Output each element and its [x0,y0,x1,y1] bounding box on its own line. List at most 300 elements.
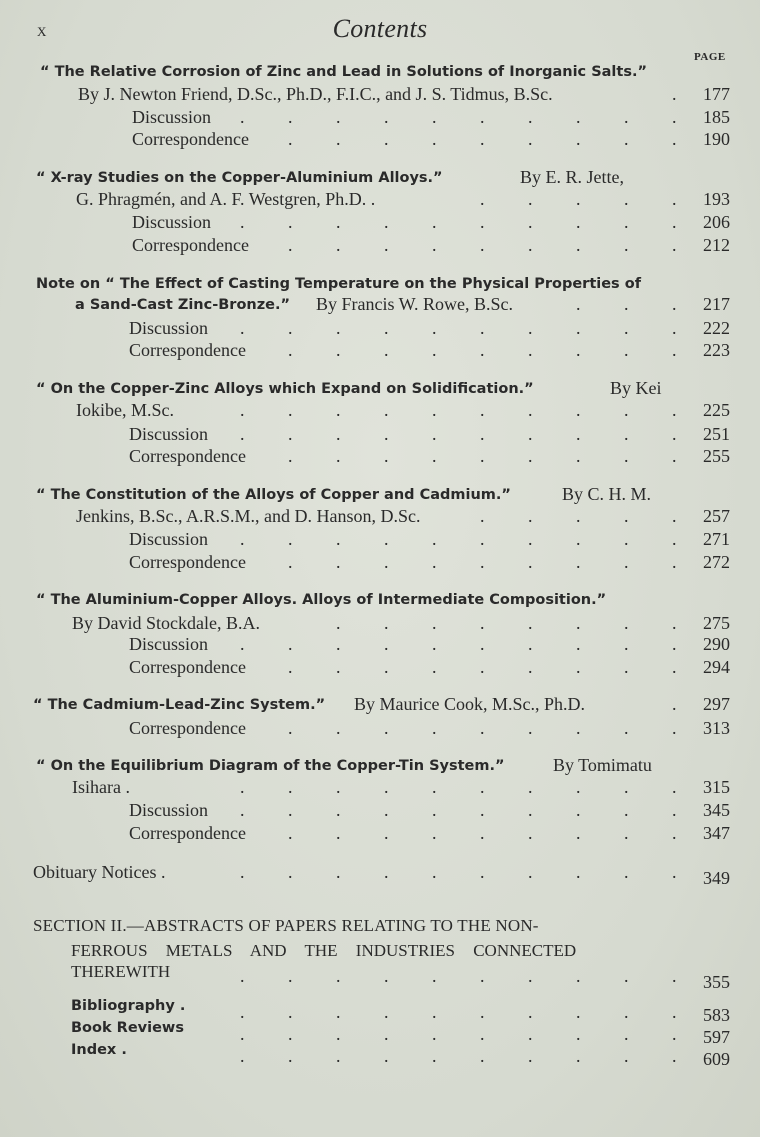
page-number: 185 [703,107,730,127]
page-number: 222 [703,318,730,338]
dot-leader: . [624,657,629,677]
dot-leader: . [672,823,677,843]
dot-leader: . [624,718,629,738]
dot-leader: . [672,340,677,360]
dot-leader: . [624,400,629,420]
dot-leader: . [432,634,437,654]
sub-entry-label: Discussion [129,800,209,820]
sub-entry-label: Correspondence [129,552,246,572]
sub-entry-label: Correspondence [129,446,246,466]
dot-leader: . [672,107,677,127]
section-heading: FERROUS METALS AND THE INDUSTRIES CONNECTED [71,941,577,960]
dot-leader: . [480,212,485,232]
dot-leader: . [576,718,581,738]
dot-leader: . [288,862,293,882]
dot-leader: . [384,1002,389,1022]
dot-leader: . [624,613,629,633]
dot-leader: . [528,506,533,526]
dot-leader: . [480,718,485,738]
sub-entry-label: Correspondence [132,129,249,149]
dot-leader: . [624,1024,629,1044]
dot-leader: . [576,823,581,843]
dot-leader: . [480,777,485,797]
dot-leader: . [672,129,677,149]
dot-leader: . [672,318,677,338]
dot-leader: . [288,777,293,797]
entry-byline: Iokibe, M.Sc. [76,400,174,420]
dot-leader: . [672,1024,677,1044]
back-matter-label: Bibliography . [71,998,186,1014]
dot-leader: . [624,129,629,149]
entry-title: “ The Aluminium-Copper Alloys. Alloys of Intermediate Composition.” [36,592,607,608]
dot-leader: . [528,424,533,444]
dot-leader: . [384,235,389,255]
page-folio: x [37,20,47,41]
dot-leader: . [336,235,341,255]
page-number: 251 [703,424,730,444]
dot-leader: . [672,84,677,104]
dot-leader: . [240,107,245,127]
dot-leader: . [528,189,533,209]
dot-leader: . [432,212,437,232]
dot-leader: . [672,800,677,820]
dot-leader: . [336,400,341,420]
dot-leader: . [480,1046,485,1066]
entry-title: “ The Constitution of the Alloys of Copper and Cadmium.” [36,487,511,503]
sub-entry-label: Discussion [129,634,209,654]
dot-leader: . [384,424,389,444]
dot-leader: . [432,613,437,633]
dot-leader: . [528,966,533,986]
dot-leader: . [288,107,293,127]
dot-leader: . [528,107,533,127]
dot-leader: . [528,400,533,420]
dot-leader: . [432,966,437,986]
dot-leader: . [240,529,245,549]
dot-leader: . [672,634,677,654]
dot-leader: . [672,777,677,797]
entry-byline: Isihara . [72,777,130,797]
back-matter-label: Index . [71,1042,127,1058]
dot-leader: . [480,613,485,633]
entry-byline: By J. Newton Friend, D.Sc., Ph.D., F.I.C., and J. S. Tidmus, B.Sc. [78,84,553,104]
dot-leader: . [480,129,485,149]
dot-leader: . [672,294,677,314]
dot-leader: . [576,129,581,149]
dot-leader: . [288,212,293,232]
dot-leader: . [528,823,533,843]
dot-leader: . [336,129,341,149]
dot-leader: . [336,1024,341,1044]
dot-leader: . [624,294,629,314]
dot-leader: . [528,800,533,820]
dot-leader: . [528,613,533,633]
dot-leader: . [480,235,485,255]
dot-leader: . [576,400,581,420]
sub-entry-label: Correspondence [132,235,249,255]
dot-leader: . [288,1002,293,1022]
dot-leader: . [576,613,581,633]
dot-leader: . [288,823,293,843]
dot-leader: . [384,777,389,797]
dot-leader: . [624,777,629,797]
dot-leader: . [528,318,533,338]
dot-leader: . [432,552,437,572]
dot-leader: . [432,529,437,549]
dot-leader: . [672,718,677,738]
page-number: 313 [703,718,730,738]
dot-leader: . [480,506,485,526]
page-number: 257 [703,506,730,526]
dot-leader: . [336,424,341,444]
dot-leader: . [576,1002,581,1022]
page-number: 583 [703,1005,730,1025]
dot-leader: . [432,107,437,127]
dot-leader: . [336,800,341,820]
page-number: 206 [703,212,730,232]
dot-leader: . [384,212,389,232]
entry-title: a Sand-Cast Zinc-Bronze.” [75,297,291,313]
dot-leader: . [432,424,437,444]
dot-leader: . [672,424,677,444]
dot-leader: . [432,1024,437,1044]
entry-title: “ On the Equilibrium Diagram of the Copper-Tin System.” [36,758,505,774]
dot-leader: . [384,657,389,677]
dot-leader: . [288,634,293,654]
dot-leader: . [480,800,485,820]
dot-leader: . [576,800,581,820]
dot-leader: . [384,966,389,986]
dot-leader: . [528,1046,533,1066]
dot-leader: . [336,862,341,882]
dot-leader: . [672,657,677,677]
dot-leader: . [576,634,581,654]
dot-leader: . [624,529,629,549]
dot-leader: . [384,1046,389,1066]
dot-leader: . [432,235,437,255]
sub-entry-label: Correspondence [129,657,246,677]
sub-entry-label: Discussion [132,107,212,127]
page-number: 193 [703,189,730,209]
dot-leader: . [528,862,533,882]
dot-leader: . [624,966,629,986]
dot-leader: . [384,613,389,633]
dot-leader: . [624,212,629,232]
dot-leader: . [240,862,245,882]
dot-leader: . [336,340,341,360]
dot-leader: . [624,823,629,843]
dot-leader: . [288,400,293,420]
page-number: 217 [703,294,730,314]
dot-leader: . [624,424,629,444]
dot-leader: . [432,1002,437,1022]
dot-leader: . [528,552,533,572]
dot-leader: . [480,318,485,338]
dot-leader: . [480,529,485,549]
dot-leader: . [288,800,293,820]
dot-leader: . [240,1024,245,1044]
dot-leader: . [336,1046,341,1066]
entry-byline: By Maurice Cook, M.Sc., Ph.D. [354,694,585,714]
dot-leader: . [480,657,485,677]
dot-leader: . [288,235,293,255]
dot-leader: . [240,966,245,986]
dot-leader: . [288,1024,293,1044]
dot-leader: . [672,1046,677,1066]
dot-leader: . [672,1002,677,1022]
page-number: 225 [703,400,730,420]
dot-leader: . [288,966,293,986]
page-number: 347 [703,823,730,843]
dot-leader: . [480,1002,485,1022]
dot-leader: . [576,446,581,466]
page-number: 597 [703,1027,730,1047]
dot-leader: . [576,862,581,882]
entry-byline: G. Phragmén, and A. F. Westgren, Ph.D. . [76,189,376,209]
sub-entry-label: Correspondence [129,823,246,843]
page-number: 177 [703,84,730,104]
dot-leader: . [432,777,437,797]
dot-leader: . [288,657,293,677]
dot-leader: . [384,823,389,843]
page-number: 212 [703,235,730,255]
dot-leader: . [432,340,437,360]
dot-leader: . [528,777,533,797]
page-number: 349 [703,868,730,888]
entry-byline: By David Stockdale, B.A. [72,613,260,633]
dot-leader: . [528,446,533,466]
dot-leader: . [672,694,677,714]
dot-leader: . [480,340,485,360]
dot-leader: . [624,552,629,572]
dot-leader: . [480,634,485,654]
dot-leader: . [528,129,533,149]
dot-leader: . [288,552,293,572]
dot-leader: . [576,294,581,314]
dot-leader: . [240,800,245,820]
dot-leader: . [480,107,485,127]
dot-leader: . [528,529,533,549]
dot-leader: . [672,862,677,882]
dot-leader: . [336,823,341,843]
dot-leader: . [480,823,485,843]
dot-leader: . [240,777,245,797]
dot-leader: . [336,634,341,654]
page-title: Contents [332,14,428,43]
dot-leader: . [336,212,341,232]
sub-entry-label: Correspondence [129,340,246,360]
dot-leader: . [576,212,581,232]
dot-leader: . [384,129,389,149]
dot-leader: . [432,1046,437,1066]
dot-leader: . [288,446,293,466]
dot-leader: . [672,189,677,209]
dot-leader: . [336,529,341,549]
dot-leader: . [336,966,341,986]
dot-leader: . [240,634,245,654]
dot-leader: . [384,318,389,338]
dot-leader: . [672,613,677,633]
sub-entry-label: Discussion [129,318,209,338]
dot-leader: . [672,552,677,572]
dot-leader: . [480,1024,485,1044]
dot-leader: . [336,613,341,633]
dot-leader: . [624,1046,629,1066]
page-number: 355 [703,972,730,992]
page-number: 255 [703,446,730,466]
page-number: 223 [703,340,730,360]
page-number: 272 [703,552,730,572]
page-number: 271 [703,529,730,549]
section-heading: THEREWITH [71,962,171,981]
dot-leader: . [672,446,677,466]
dot-leader: . [432,446,437,466]
obituary-label: Obituary Notices . [33,862,166,882]
dot-leader: . [240,318,245,338]
dot-leader: . [576,189,581,209]
dot-leader: . [432,129,437,149]
dot-leader: . [240,424,245,444]
dot-leader: . [432,862,437,882]
dot-leader: . [576,506,581,526]
dot-leader: . [672,400,677,420]
dot-leader: . [288,529,293,549]
page-number: 609 [703,1049,730,1069]
dot-leader: . [528,1002,533,1022]
dot-leader: . [336,657,341,677]
dot-leader: . [672,966,677,986]
dot-leader: . [240,212,245,232]
dot-leader: . [288,1046,293,1066]
entry-byline: By E. R. Jette, [520,167,624,187]
dot-leader: . [432,823,437,843]
dot-leader: . [624,235,629,255]
dot-leader: . [576,552,581,572]
dot-leader: . [336,777,341,797]
dot-leader: . [384,340,389,360]
dot-leader: . [336,552,341,572]
dot-leader: . [240,1002,245,1022]
dot-leader: . [480,552,485,572]
dot-leader: . [336,718,341,738]
dot-leader: . [624,800,629,820]
dot-leader: . [288,129,293,149]
dot-leader: . [624,189,629,209]
dot-leader: . [624,862,629,882]
dot-leader: . [576,424,581,444]
dot-leader: . [576,529,581,549]
page-number: 290 [703,634,730,654]
dot-leader: . [336,446,341,466]
dot-leader: . [624,506,629,526]
entry-byline: By C. H. M. [562,484,652,504]
dot-leader: . [384,446,389,466]
back-matter-label: Book Reviews [71,1020,184,1036]
dot-leader: . [288,718,293,738]
dot-leader: . [384,862,389,882]
entry-title: “ X-ray Studies on the Copper-Aluminium Alloys.” [36,170,443,186]
page-column-label: PAGE [694,51,726,63]
dot-leader: . [288,318,293,338]
dot-leader: . [384,107,389,127]
sub-entry-label: Correspondence [129,718,246,738]
dot-leader: . [336,107,341,127]
sub-entry-label: Discussion [132,212,212,232]
entry-byline: By Tomimatu [553,755,652,775]
dot-leader: . [624,318,629,338]
entry-title: “ The Cadmium-Lead-Zinc System.” [33,697,326,713]
dot-leader: . [480,966,485,986]
dot-leader: . [240,400,245,420]
dot-leader: . [624,446,629,466]
dot-leader: . [480,424,485,444]
dot-leader: . [528,235,533,255]
dot-leader: . [576,107,581,127]
dot-leader: . [432,318,437,338]
dot-leader: . [288,340,293,360]
dot-leader: . [576,235,581,255]
dot-leader: . [432,400,437,420]
dot-leader: . [528,212,533,232]
page-number: 315 [703,777,730,797]
dot-leader: . [384,1024,389,1044]
dot-leader: . [432,718,437,738]
dot-leader: . [624,340,629,360]
dot-leader: . [528,1024,533,1044]
dot-leader: . [480,446,485,466]
page-number: 294 [703,657,730,677]
dot-leader: . [384,529,389,549]
dot-leader: . [432,657,437,677]
sub-entry-label: Discussion [129,424,209,444]
dot-leader: . [240,1046,245,1066]
dot-leader: . [672,529,677,549]
dot-leader: . [576,777,581,797]
dot-leader: . [624,1002,629,1022]
dot-leader: . [576,318,581,338]
dot-leader: . [384,718,389,738]
entry-byline: By Kei [610,378,662,398]
dot-leader: . [528,657,533,677]
dot-leader: . [576,340,581,360]
dot-leader: . [384,552,389,572]
page-number: 275 [703,613,730,633]
section-heading: SECTION II.—ABSTRACTS OF PAPERS RELATING TO THE NON- [33,916,539,935]
dot-leader: . [576,1046,581,1066]
dot-leader: . [576,1024,581,1044]
dot-leader: . [624,107,629,127]
dot-leader: . [432,800,437,820]
dot-leader: . [624,634,629,654]
dot-leader: . [528,634,533,654]
dot-leader: . [576,966,581,986]
dot-leader: . [672,506,677,526]
dot-leader: . [480,189,485,209]
dot-leader: . [336,318,341,338]
page-number: 190 [703,129,730,149]
dot-leader: . [384,400,389,420]
entry-title: “ The Relative Corrosion of Zinc and Lead in Solutions of Inorganic Salts.” [40,64,648,80]
dot-leader: . [528,340,533,360]
dot-leader: . [384,634,389,654]
entry-byline: By Francis W. Rowe, B.Sc. [316,294,514,314]
page-number: 345 [703,800,730,820]
dot-leader: . [672,235,677,255]
dot-leader: . [528,718,533,738]
sub-entry-label: Discussion [129,529,209,549]
dot-leader: . [576,657,581,677]
dot-leader: . [288,424,293,444]
